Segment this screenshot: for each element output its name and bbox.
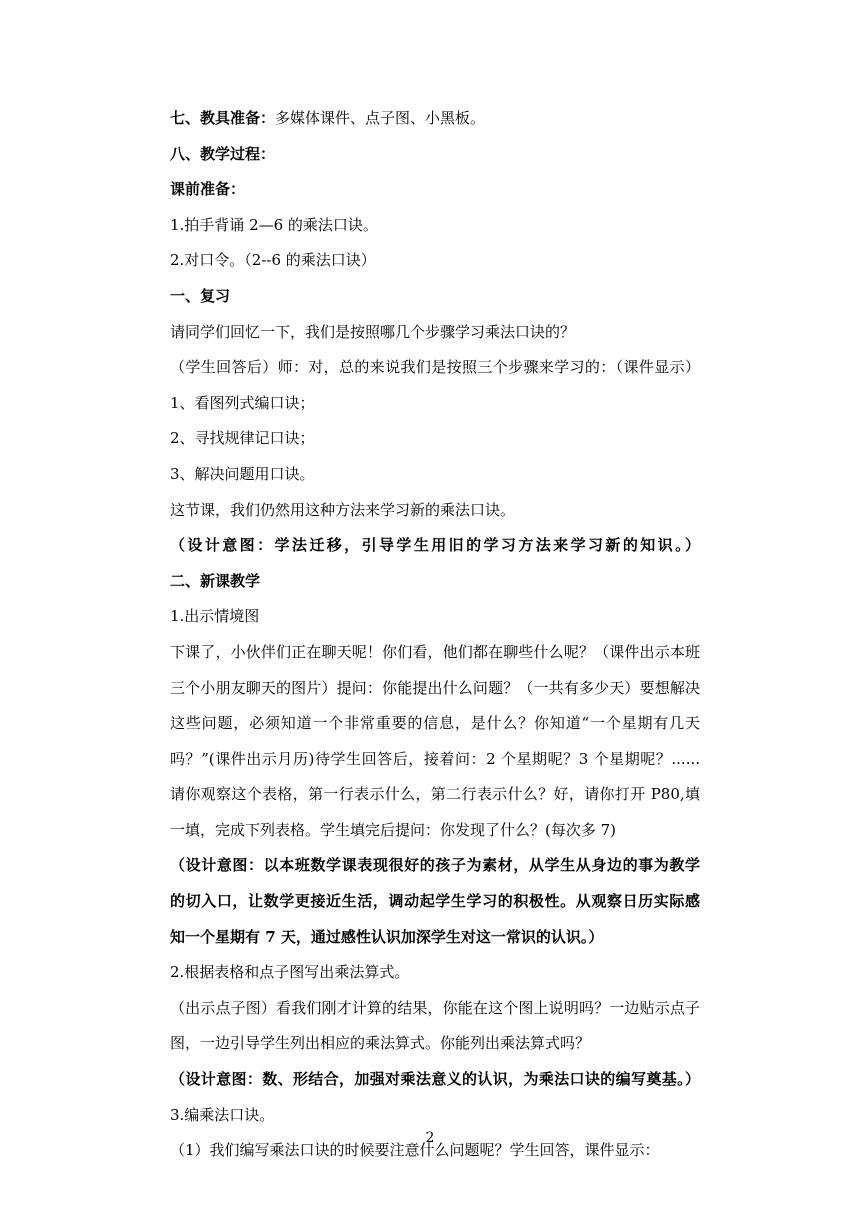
text-line bbox=[170, 929, 700, 945]
bold-text: （设计意图：数、形结合，加强对乘法意义的认识，为乘法口诀的编写奠基。） bbox=[170, 1070, 700, 1089]
text-line bbox=[170, 537, 700, 553]
text-line bbox=[170, 573, 700, 589]
text-line bbox=[170, 288, 700, 304]
body-text: 3、解决问题用口诀。 bbox=[170, 464, 315, 483]
bold-text: （设计意图：以本班数学课表现很好的孩子为素材，从学生从身边的事为教学 bbox=[170, 856, 700, 875]
page-number: 2 bbox=[425, 1130, 435, 1146]
body-text: 请同学们回忆一下，我们是按照哪几个步骤学习乘法口诀的？ bbox=[170, 322, 576, 341]
text-line bbox=[170, 893, 700, 909]
text-line bbox=[170, 1035, 700, 1051]
text-line bbox=[170, 324, 700, 340]
text-line bbox=[170, 715, 700, 731]
bold-text: 课前准备： bbox=[170, 180, 246, 199]
body-text: 多媒体课件、点子图、小黑板。 bbox=[275, 109, 486, 127]
body-text: 一填，完成下列表格。学生填完后提问：你发现了什么？(每次多 7) bbox=[170, 820, 617, 839]
text-line bbox=[170, 430, 700, 446]
body-text: 这节课，我们仍然用这种方法来学习新的乘法口诀。 bbox=[170, 500, 516, 519]
text-line bbox=[170, 680, 700, 696]
text-line bbox=[170, 181, 700, 197]
body-text: 下课了，小伙伴们正在聊天呢！你们看，他们都在聊些什么呢？（课件出示本班 bbox=[170, 642, 700, 661]
body-text: 3.编乘法口诀。 bbox=[170, 1105, 275, 1124]
text-line bbox=[170, 608, 700, 624]
bold-text: 一、复习 bbox=[170, 286, 231, 305]
body-text: 请你观察这个表格，第一行表示什么，第二行表示什么？好，请你打开 P80,填 bbox=[170, 785, 700, 804]
body-text: 1、看图列式编口诀； bbox=[170, 393, 315, 412]
bold-text: （设计意图：学法迁移，引导学生用旧的学习方法来学习新的知识。） bbox=[170, 536, 700, 555]
body-text: 这些问题，必须知道一个非常重要的信息，是什么？你知道“一个星期有几天 bbox=[170, 714, 700, 733]
text-line bbox=[170, 502, 700, 518]
text-line bbox=[170, 146, 700, 162]
bold-text: 的切入口，让数学更接近生活，调动起学生学习的积极性。从观察日历实际感 bbox=[170, 892, 700, 911]
text-line bbox=[170, 217, 700, 233]
body-text: （1）我们编写乘法口诀的时候要注意什么问题呢？学生回答，课件显示： bbox=[170, 1141, 660, 1160]
body-text: 2.对口令。（2--6 的乘法口诀） bbox=[170, 251, 376, 270]
text-line bbox=[170, 1000, 700, 1016]
bold-text: 二、新课教学 bbox=[170, 571, 261, 590]
text-line bbox=[170, 359, 700, 375]
body-text: 2、寻找规律记口诀； bbox=[170, 429, 315, 448]
text-line bbox=[170, 964, 700, 980]
bold-text: 知一个星期有 7 天，通过感性认识加深学生对这一常识的认识。） bbox=[170, 927, 604, 946]
text-line bbox=[170, 110, 700, 126]
bold-text: 七、教具准备： bbox=[170, 109, 276, 127]
body-text: 吗？”(课件出示月历)待学生回答后，接着问：2 个星期呢？3 个星期呢？...... bbox=[170, 749, 700, 768]
text-line bbox=[170, 395, 700, 411]
text-line bbox=[170, 1071, 700, 1087]
body-text: 图，一边引导学生列出相应的乘法算式。你能列出乘法算式吗？ bbox=[170, 1034, 591, 1053]
body-text: （学生回答后）师：对，总的来说我们是按照三个步骤来学习的：（课件显示） bbox=[170, 358, 700, 377]
body-text: （出示点子图）看我们刚才计算的结果，你能在这个图上说明吗？一边贴示点子 bbox=[170, 998, 700, 1017]
text-line bbox=[170, 822, 700, 838]
text-line bbox=[170, 466, 700, 482]
text-line bbox=[170, 644, 700, 660]
body-text: 2.根据表格和点子图写出乘法算式。 bbox=[170, 963, 410, 982]
text-line bbox=[170, 751, 700, 767]
text-line bbox=[170, 1107, 700, 1123]
bold-text: 八、教学过程： bbox=[170, 144, 276, 163]
body-text: 1.出示情境图 bbox=[170, 607, 260, 626]
text-line bbox=[170, 857, 700, 873]
page-body bbox=[170, 110, 700, 1178]
text-line bbox=[170, 252, 700, 268]
text-line bbox=[170, 786, 700, 802]
body-text: 三个小朋友聊天的图片）提问：你能提出什么问题？（一共有多少天）要想解决 bbox=[170, 678, 700, 697]
body-text: 1.拍手背诵 2—6 的乘法口诀。 bbox=[170, 215, 378, 234]
